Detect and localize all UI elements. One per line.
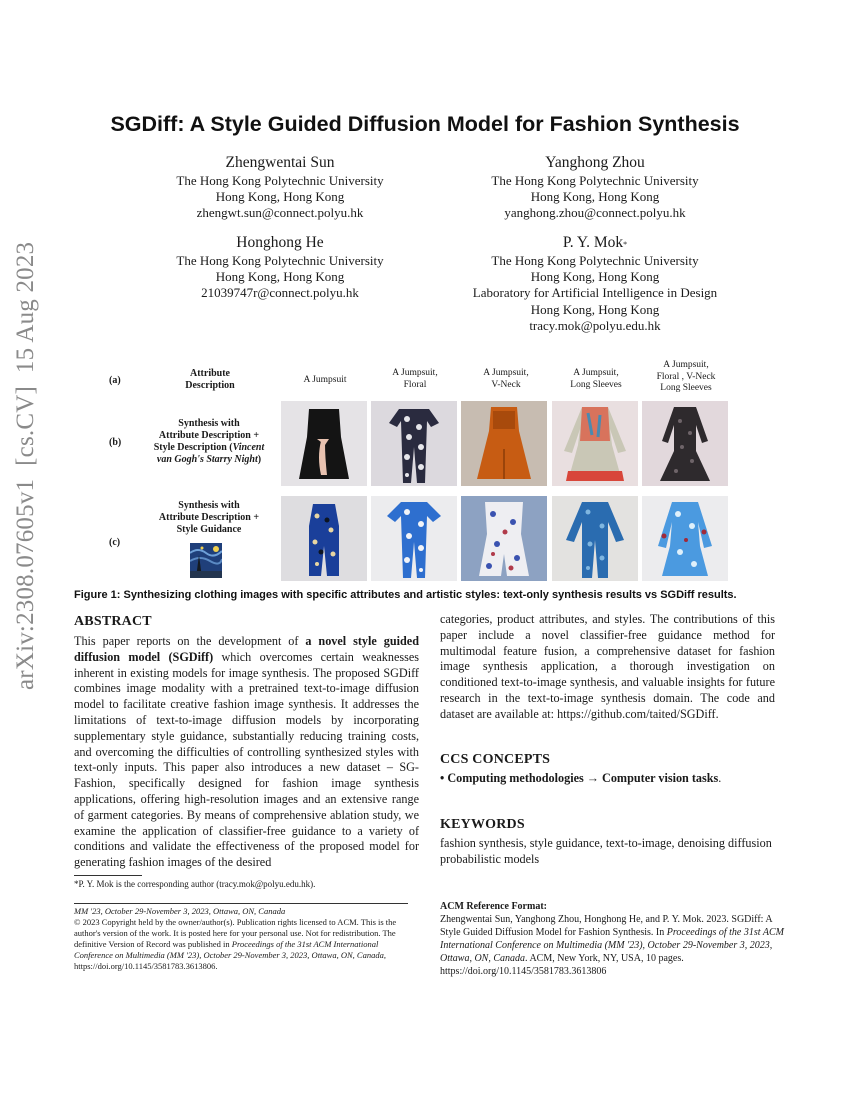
acm-reference-text: Zhengwentai Sun, Yanghong Zhou, Honghong He, and P. Y. Mok. 2023. SGDiff: A Style Guided Diffusion Model for Fashion Synthesis. In xyxy=(440,914,773,938)
corresponding-author-mark: * xyxy=(623,240,628,249)
acm-reference-heading: ACM Reference Format: xyxy=(440,901,547,912)
ccs-concepts-body xyxy=(440,771,721,786)
desc-line: Style Guidance xyxy=(176,524,242,535)
desc-line: Attribute Description + xyxy=(158,430,260,441)
synthesized-image-c4 xyxy=(552,496,638,581)
desc-italic: van Gogh's Starry Night xyxy=(156,454,258,465)
author-name: Yanghong Zhou xyxy=(545,154,645,171)
synthesized-image-b3 xyxy=(461,401,547,486)
col-line: Floral , V-Neck xyxy=(656,371,716,382)
author-name: Zhengwentai Sun xyxy=(225,154,335,171)
abstract-heading: ABSTRACT xyxy=(74,614,152,629)
col-line: A Jumpsuit, xyxy=(392,368,438,378)
col-line: A Jumpsuit, xyxy=(573,368,619,378)
desc-italic: Vincent xyxy=(232,442,265,453)
row-label-c: (c) xyxy=(109,537,121,548)
abstract-text: which overcomes certain weaknesses inherent in existing models for image synthesis. The proposed SGDiff combines image modality with a pretrained text-to-image diffusion model to facilitate creative fashion image synthesis. It addresses the limitations of text-to-image diffusion models by incorporating supplementary style guidance, substantially reducing training costs, and overcoming the difficulties of controlling synthesized styles with text-only inputs. This paper also introduces a new dataset – SG-Fashion, specifically designed for fashion image synthesis applications, offering high-resolution images and an extensive range of garment categories. By means of comprehensive ablation study, we examine the application of classifier-free guidance to a variety of conditions and validate the effectiveness of the proposed model for generating fashion images of the desired xyxy=(74,649,419,870)
figure-caption: Figure 1: Synthesizing clothing images with specific attributes and artistic styles: text-only synthesis results vs SGDiff results. xyxy=(74,589,737,601)
ccs-concept: • Computing methodologies → Computer vision tasks xyxy=(440,771,719,785)
ccs-concepts-heading: CCS CONCEPTS xyxy=(440,752,551,767)
corresponding-author-footnote: *P. Y. Mok is the corresponding author (tracy.mok@polyu.edu.hk). xyxy=(74,879,316,889)
col-line: A Jumpsuit, xyxy=(483,368,529,378)
author-affiliation: The Hong Kong Polytechnic University xyxy=(491,173,699,188)
author-block xyxy=(130,233,430,302)
col-line: Long Sleeves xyxy=(570,379,622,390)
row-label-b: (b) xyxy=(109,437,122,448)
author-block xyxy=(445,153,745,222)
desc-line xyxy=(139,454,279,466)
author-location: Hong Kong, Hong Kong xyxy=(215,189,345,205)
copyright-text: © 2023 Copyright held by the owner/author(s). Publication rights licensed to ACM. This is the author's version of the work. It is posted here for your personal use. Not for redistribution. The definitive Version of Record was published in xyxy=(74,917,397,950)
synthesized-image-c2 xyxy=(371,496,457,581)
arxiv-identifier-stamp: arXiv:2308.07605v1 [cs.CV] 15 Aug 2023 xyxy=(12,241,39,690)
col-line: V-Neck xyxy=(491,379,521,390)
venue-line: MM '23, October 29-November 3, 2023, Ottawa, ON, Canada xyxy=(74,906,286,916)
desc-line: Attribute Description + xyxy=(158,512,260,523)
author-name-container xyxy=(445,233,745,252)
row-description-c xyxy=(139,500,279,536)
author-block xyxy=(130,153,430,222)
col-line: Long Sleeves xyxy=(660,383,712,393)
author-affiliation: The Hong Kong Polytechnic University xyxy=(176,173,384,188)
author-affiliation: The Hong Kong Polytechnic University xyxy=(491,253,699,268)
abstract-text: This paper reports on the development of xyxy=(74,634,306,648)
column-header-1 xyxy=(280,375,370,387)
desc-line: Attribute xyxy=(190,368,230,379)
author-email[interactable]: yanghong.zhou@connect.polyu.hk xyxy=(504,205,686,221)
col-line: A Jumpsuit, xyxy=(663,360,709,370)
desc-line: Synthesis with xyxy=(178,418,240,429)
ccs-suffix: . xyxy=(718,771,722,785)
row-description-b xyxy=(139,418,279,466)
row-label-a: (a) xyxy=(109,375,121,386)
proceedings-title: Proceedings of the 31st ACM International Conference on Multimedia (MM '23), October 29-November 3, 2023, Ottawa, ON, Canada xyxy=(74,939,384,961)
copyright-block xyxy=(74,906,414,973)
desc-line xyxy=(139,442,279,454)
keywords-heading: KEYWORDS xyxy=(440,817,525,832)
copyright-doi[interactable]: , https://doi.org/10.1145/3581783.3613806. xyxy=(74,950,386,972)
author-name: Honghong He xyxy=(236,234,324,251)
author-email[interactable]: zhengwt.sun@connect.polyu.hk xyxy=(196,205,364,221)
col-line: A Jumpsuit xyxy=(303,375,347,385)
synthesized-image-b2 xyxy=(371,401,457,486)
author-affiliation: The Hong Kong Polytechnic University xyxy=(176,253,384,268)
author-email[interactable]: 21039747r@connect.polyu.hk xyxy=(201,285,359,301)
column-header-2 xyxy=(370,368,460,391)
acm-reference-proceedings: Proceedings of the 31st ACM International Conference on Multimedia (MM '23), October 29-November 3, 2023, Ottawa, ON, Canada xyxy=(440,926,784,964)
desc-line: Description xyxy=(185,380,235,391)
synthesized-image-c3 xyxy=(461,496,547,581)
author-location: Hong Kong, Hong Kong xyxy=(530,189,660,205)
row-description-a xyxy=(155,368,265,392)
desc-line: Synthesis with xyxy=(178,500,240,511)
footnote-divider xyxy=(74,875,142,876)
abstract-bold-text: a novel style guided diffusion model (SGDiff) xyxy=(74,634,419,664)
col-line: Floral xyxy=(403,379,427,390)
abstract-continued: categories, product attributes, and styles. The contributions of this paper include a novel classifier-free guidance method for multimodal feature fusion, a comprehensive dataset for fashion image synthesis application, a thorough investigation on conditioned text-to-image synthesis, and valuable insights for future research in the text-to-image synthesis domain. The code and dataset are available at: https://github.com/taited/SGDiff. xyxy=(440,612,775,721)
keywords-body: fashion synthesis, style guidance, text-to-image, denoising diffusion probabilistic models xyxy=(440,836,772,866)
synthesized-image-b1 xyxy=(281,401,367,486)
acm-reference-body xyxy=(440,914,785,979)
figure-1 xyxy=(95,360,775,585)
synthesized-image-b5 xyxy=(642,401,728,486)
desc-text: Style Description ( xyxy=(153,442,233,453)
paper-title: SGDiff: A Style Guided Diffusion Model for Fashion Synthesis xyxy=(110,112,740,136)
column-header-4 xyxy=(551,368,641,391)
synthesized-image-c5 xyxy=(642,496,728,581)
synthesized-image-b4 xyxy=(552,401,638,486)
author-name: P. Y. Mok xyxy=(562,234,624,251)
author-email[interactable]: tracy.mok@polyu.edu.hk xyxy=(529,317,661,333)
acm-reference-doi[interactable]: . ACM, New York, NY, USA, 10 pages. https://doi.org/10.1145/3581783.3613806 xyxy=(440,952,684,977)
column-header-3 xyxy=(461,368,551,391)
copyright-divider xyxy=(74,903,408,904)
column-header-5 xyxy=(641,360,731,395)
desc-text: ) xyxy=(257,454,262,465)
abstract-body xyxy=(74,634,419,871)
author-affiliation-secondary: Laboratory for Artificial Intelligence in Design xyxy=(472,285,718,301)
style-reference-image xyxy=(190,543,222,578)
author-location: Hong Kong, Hong Kong xyxy=(215,269,345,285)
author-location: Hong Kong, Hong Kong xyxy=(530,269,660,285)
author-block xyxy=(445,233,745,334)
synthesized-image-c1 xyxy=(281,496,367,581)
author-location-secondary: Hong Kong, Hong Kong xyxy=(530,301,660,317)
